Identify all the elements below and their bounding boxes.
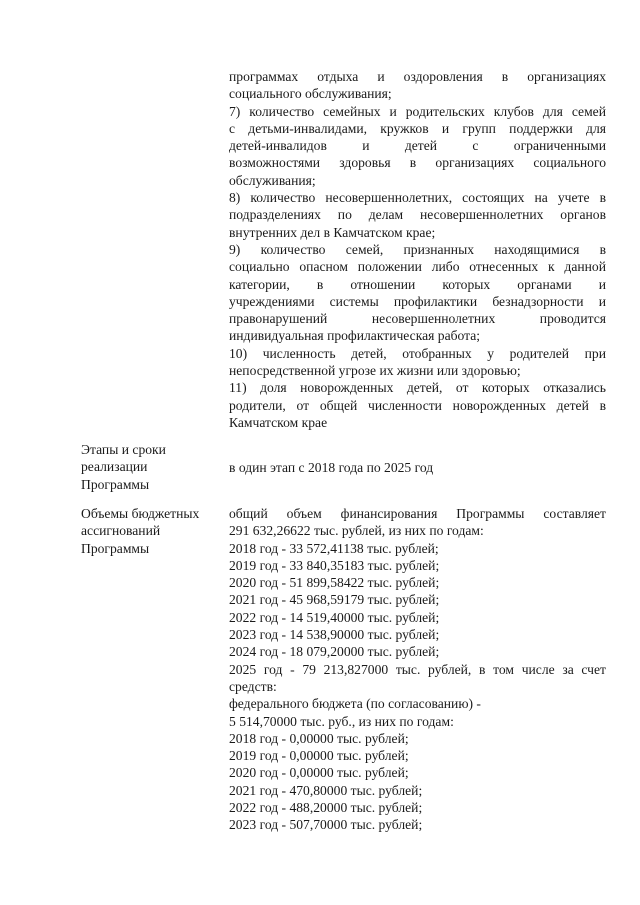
text-line: 291 632,26622 тыс. рублей, из них по годам:	[229, 523, 484, 539]
text-line: 2023 год - 14 538,90000 тыс. рублей;	[229, 627, 440, 643]
text-line: правонарушений несовершеннолетних проводится	[229, 311, 606, 327]
text-line: индивидуальная профилактическая работа;	[229, 328, 481, 344]
text-line: программах отдыха и оздоровления в организациях	[229, 69, 606, 84]
text-line: обслуживания;	[229, 172, 316, 188]
label-line: реализации	[81, 459, 148, 475]
text-line: 7) количество семейных и родительских клубов для семей	[229, 103, 606, 119]
text-line: 9) количество семей, признанных находящимися в	[229, 241, 606, 257]
text-line: общий объем финансирования Программы составляет	[229, 506, 606, 521]
text-line: 11) доля новорожденных детей, от которых отказались	[229, 380, 606, 396]
text-line: подразделениях по делам несовершеннолетних органов	[229, 207, 606, 223]
label-line: Программы	[81, 540, 150, 556]
text-line: учреждениями системы профилактики безнадзорности и	[229, 293, 606, 309]
indicators-continuation	[229, 68, 606, 431]
text-line: внутренних дел в Камчатском крае;	[229, 224, 436, 240]
text-line: социального обслуживания;	[229, 86, 392, 102]
text-line: 2021 год - 45 968,59179 тыс. рублей;	[229, 592, 440, 608]
text-line: 2021 год - 470,80000 тыс. рублей;	[229, 782, 423, 798]
text-line: средств:	[229, 678, 277, 694]
budget-label	[81, 505, 221, 557]
text-line: федерального бюджета (по согласованию) -	[229, 696, 481, 712]
text-line: возможностями здоровья в организациях социального	[229, 155, 606, 171]
label-line: Программы	[81, 476, 150, 492]
text-line: 2019 год - 0,00000 тыс. рублей;	[229, 748, 409, 764]
text-line: категории, в отношении которых органами и	[229, 276, 606, 292]
text-line: 2024 год - 18 079,20000 тыс. рублей;	[229, 644, 440, 660]
text-line: 2018 год - 33 572,41138 тыс. рублей;	[229, 540, 439, 556]
text-line: непосредственной угрозе их жизни или здоровью;	[229, 363, 521, 379]
text-line: 8) количество несовершеннолетних, состоящих на учете в	[229, 190, 606, 206]
text-line: Камчатском крае	[229, 414, 328, 430]
text-line: 5 514,70000 тыс. руб., из них по годам:	[229, 713, 454, 729]
label-line: Этапы и сроки	[81, 442, 166, 457]
text-line: 2022 год - 14 519,40000 тыс. рублей;	[229, 609, 440, 625]
text-line: родители, от общей численности новорожденных детей в	[229, 397, 606, 413]
budget-details	[229, 505, 606, 834]
text-line: детей-инвалидов и детей с ограниченными	[229, 138, 606, 154]
label-line: ассигнований	[81, 523, 161, 539]
stages-label	[81, 441, 221, 493]
stages-value	[229, 459, 606, 476]
text-line: 2020 год - 0,00000 тыс. рублей;	[229, 765, 409, 781]
text-line: 10) численность детей, отобранных у родителей при	[229, 345, 606, 361]
text-line: социально опасном положении либо отнесенных к данной	[229, 259, 606, 275]
text-line: 2020 год - 51 899,58422 тыс. рублей;	[229, 575, 440, 591]
text-line: 2025 год - 79 213,827000 тыс. рублей, в том числе за счет	[229, 661, 606, 677]
text-line: с детьми-инвалидами, кружков и групп поддержки для	[229, 120, 606, 136]
text-line: 2023 год - 507,70000 тыс. рублей;	[229, 817, 423, 833]
text-line: в один этап с 2018 года по 2025 год	[229, 460, 434, 475]
text-line: 2019 год - 33 840,35183 тыс. рублей;	[229, 557, 440, 573]
text-line: 2018 год - 0,00000 тыс. рублей;	[229, 730, 409, 746]
label-line: Объемы бюджетных	[81, 506, 200, 521]
text-line: 2022 год - 488,20000 тыс. рублей;	[229, 800, 423, 816]
